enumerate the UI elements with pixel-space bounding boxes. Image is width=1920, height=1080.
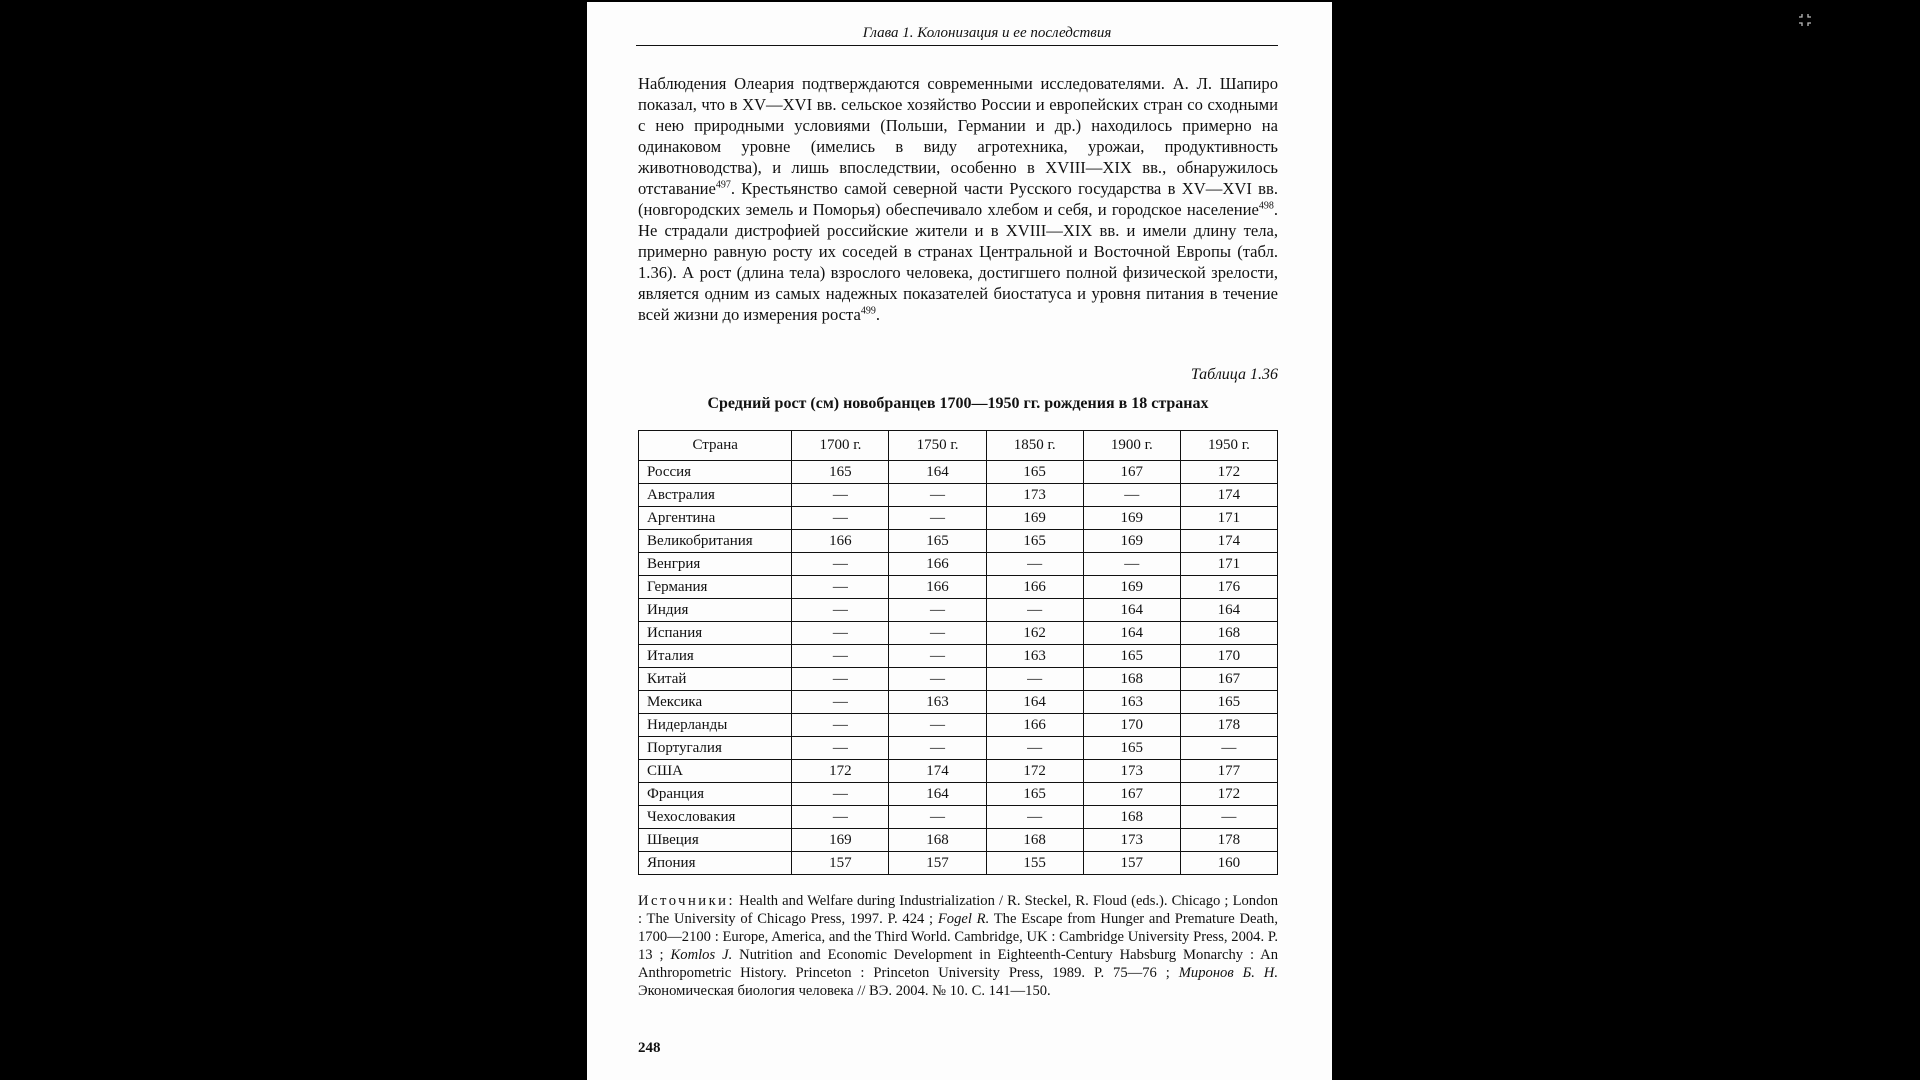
- body-text-part: . Не страдали дистрофией российские жители и в XVIII—XIX вв. и имели длину тела, примерно равную росту их соседей в странах Центральной и Восточной Европы (табл. 1.36). А рост (длина тела) взрослого человека, достигшего полной физической зрелости, является одним из самых надежных показателей биостатуса и уровня питания в течение всей жизни до измерения роста: [638, 200, 1278, 324]
- height-cell: —: [889, 507, 986, 530]
- table-row: [639, 737, 1278, 760]
- height-cell: —: [1180, 737, 1277, 760]
- source-text: Health and Welfare during Industrialization / R. Steckel, R. Floud (eds.). Chicago ; London : The University of Chicago Press, 1997. P. 424 ;: [638, 893, 1278, 927]
- height-cell: 165: [986, 783, 1083, 806]
- height-cell: —: [792, 691, 889, 714]
- height-cell: 164: [1083, 599, 1180, 622]
- height-cell: 168: [889, 829, 986, 852]
- height-cell: 163: [889, 691, 986, 714]
- height-cell: 162: [986, 622, 1083, 645]
- table-number: Таблица 1.36: [1190, 366, 1278, 383]
- column-header: 1850 г.: [986, 431, 1083, 461]
- country-cell: Австралия: [639, 484, 792, 507]
- height-cell: 178: [1180, 714, 1277, 737]
- height-cell: 165: [986, 530, 1083, 553]
- header-rule: [636, 45, 1278, 46]
- table-row: [639, 576, 1278, 599]
- running-head: Глава 1. Колонизация и ее последствия: [862, 25, 1112, 41]
- table-row: [639, 852, 1278, 875]
- table-row: [639, 645, 1278, 668]
- height-cell: 165: [792, 461, 889, 484]
- height-cell: 168: [1180, 622, 1277, 645]
- collapse-icon[interactable]: [1797, 12, 1813, 28]
- height-cell: —: [889, 622, 986, 645]
- height-cell: 172: [986, 760, 1083, 783]
- height-cell: —: [889, 714, 986, 737]
- country-cell: Швеция: [639, 829, 792, 852]
- height-cell: 169: [986, 507, 1083, 530]
- source-text: Nutrition and Economic Development in Eighteenth-Century Habsburg Monarchy : An Anthropometric History. Princeton : Princeton University Press, 1989. P. 75—76 ;: [638, 947, 1279, 981]
- height-cell: 169: [1083, 530, 1180, 553]
- height-cell: —: [792, 553, 889, 576]
- country-cell: Германия: [639, 576, 792, 599]
- footnote-ref[interactable]: 498: [1258, 200, 1274, 212]
- table-row: [639, 668, 1278, 691]
- height-cell: 177: [1180, 760, 1277, 783]
- table-row: [639, 530, 1278, 553]
- column-header: 1700 г.: [792, 431, 889, 461]
- height-cell: 163: [1083, 691, 1180, 714]
- source-author: Миронов Б. Н.: [1178, 965, 1278, 981]
- height-cell: 169: [1083, 576, 1180, 599]
- body-text-part: Наблюдения Олеария подтверждаются современными исследователями. А. Л. Шапиро показал, что в XV—XVI вв. сельское хозяйство России и европейских стран со сходными с нею природными условиями (Польши, Германии и др.) находилось примерно на одинаковом уровне (имелись в виду агротехника, урожаи, продуктивность животноводства), и лишь впоследствии, особенно в XVIII—XIX вв., обнаружилось отставание: [638, 74, 1278, 198]
- height-cell: 172: [1180, 461, 1277, 484]
- height-cell: 172: [792, 760, 889, 783]
- source-author: Fogel R.: [937, 911, 990, 927]
- height-cell: —: [889, 484, 986, 507]
- height-cell: —: [792, 714, 889, 737]
- table-header-row: [639, 431, 1278, 461]
- source-text: Экономическая биология человека // ВЭ. 2004. № 10. С. 141—150.: [638, 983, 1051, 999]
- country-cell: Италия: [639, 645, 792, 668]
- height-cell: 170: [1180, 645, 1277, 668]
- height-cell: 166: [889, 553, 986, 576]
- height-cell: —: [1083, 484, 1180, 507]
- height-cell: —: [889, 668, 986, 691]
- height-cell: 167: [1180, 668, 1277, 691]
- height-cell: 168: [1083, 806, 1180, 829]
- height-cell: 166: [986, 714, 1083, 737]
- table-title: Средний рост (см) новобранцев 1700—1950 гг. рождения в 18 странах: [707, 395, 1209, 412]
- height-cell: 157: [1083, 852, 1180, 875]
- height-cell: 163: [986, 645, 1083, 668]
- height-cell: —: [889, 806, 986, 829]
- height-cell: —: [986, 553, 1083, 576]
- table-row: [639, 461, 1278, 484]
- table-row: [639, 691, 1278, 714]
- height-cell: 157: [889, 852, 986, 875]
- column-header: 1950 г.: [1180, 431, 1277, 461]
- height-cell: —: [792, 576, 889, 599]
- height-cell: —: [986, 668, 1083, 691]
- height-cell: —: [792, 645, 889, 668]
- height-cell: —: [792, 622, 889, 645]
- country-cell: Япония: [639, 852, 792, 875]
- column-header: Страна: [639, 431, 792, 461]
- height-cell: 160: [1180, 852, 1277, 875]
- source-author: Komlos J.: [670, 947, 733, 963]
- column-header: 1750 г.: [889, 431, 986, 461]
- height-cell: —: [986, 806, 1083, 829]
- table-row: [639, 829, 1278, 852]
- height-table: [638, 430, 1278, 875]
- page-header: [636, 22, 1278, 46]
- table-row: [639, 599, 1278, 622]
- body-text-part: .: [875, 305, 881, 324]
- height-cell: 164: [889, 461, 986, 484]
- table-row: [639, 622, 1278, 645]
- sources-note: [638, 892, 1278, 1000]
- height-cell: 176: [1180, 576, 1277, 599]
- height-cell: 174: [1180, 530, 1277, 553]
- country-cell: Венгрия: [639, 553, 792, 576]
- country-cell: Чехословакия: [639, 806, 792, 829]
- height-cell: —: [792, 599, 889, 622]
- height-cell: 173: [1083, 760, 1180, 783]
- footnote-ref[interactable]: 499: [860, 305, 876, 317]
- height-cell: —: [792, 484, 889, 507]
- height-cell: 164: [1180, 599, 1277, 622]
- height-cell: 174: [889, 760, 986, 783]
- height-cell: —: [792, 783, 889, 806]
- height-cell: —: [1180, 806, 1277, 829]
- footnote-ref[interactable]: 497: [715, 179, 731, 191]
- height-cell: 166: [986, 576, 1083, 599]
- height-cell: 165: [1083, 737, 1180, 760]
- body-paragraph: [638, 73, 1278, 325]
- country-cell: Аргентина: [639, 507, 792, 530]
- table-row: [639, 760, 1278, 783]
- height-cell: 164: [1083, 622, 1180, 645]
- height-cell: 171: [1180, 553, 1277, 576]
- height-cell: 165: [986, 461, 1083, 484]
- height-cell: 164: [986, 691, 1083, 714]
- height-cell: 168: [1083, 668, 1180, 691]
- country-cell: Китай: [639, 668, 792, 691]
- height-cell: —: [792, 507, 889, 530]
- height-cell: 173: [986, 484, 1083, 507]
- source-text: The Escape from Hunger and Premature Death, 1700—2100 : Europe, America, and the Third World. Cambridge, UK : Cambridge University Press, 2004. P. 13 ;: [638, 911, 1278, 963]
- country-cell: Россия: [639, 461, 792, 484]
- height-cell: 165: [1083, 645, 1180, 668]
- height-cell: —: [792, 668, 889, 691]
- height-cell: —: [986, 599, 1083, 622]
- height-cell: 172: [1180, 783, 1277, 806]
- height-cell: 167: [1083, 461, 1180, 484]
- height-cell: 168: [986, 829, 1083, 852]
- body-text-part: . Крестьянство самой северной части Русского государства в XV—XVI вв. (новгородских земель и Поморья) обеспечивало хлебом и себя, и городское население: [638, 179, 1278, 219]
- country-cell: Мексика: [639, 691, 792, 714]
- height-cell: 167: [1083, 783, 1180, 806]
- height-cell: 178: [1180, 829, 1277, 852]
- height-cell: 169: [1083, 507, 1180, 530]
- country-cell: Нидерланды: [639, 714, 792, 737]
- country-cell: Испания: [639, 622, 792, 645]
- height-cell: 155: [986, 852, 1083, 875]
- sources-label: Источники:: [638, 893, 736, 909]
- height-cell: —: [1083, 553, 1180, 576]
- country-cell: Франция: [639, 783, 792, 806]
- height-cell: 170: [1083, 714, 1180, 737]
- height-cell: 164: [889, 783, 986, 806]
- country-cell: США: [639, 760, 792, 783]
- country-cell: Португалия: [639, 737, 792, 760]
- height-cell: —: [986, 737, 1083, 760]
- column-header: 1900 г.: [1083, 431, 1180, 461]
- page-number: 248: [638, 1040, 661, 1056]
- height-cell: —: [889, 737, 986, 760]
- height-cell: 165: [1180, 691, 1277, 714]
- country-cell: Индия: [639, 599, 792, 622]
- table-row: [639, 484, 1278, 507]
- table-row: [639, 553, 1278, 576]
- table-row: [639, 783, 1278, 806]
- height-cell: 166: [792, 530, 889, 553]
- height-cell: —: [889, 645, 986, 668]
- table-body: [639, 461, 1278, 875]
- country-cell: Великобритания: [639, 530, 792, 553]
- height-cell: —: [792, 806, 889, 829]
- height-cell: 171: [1180, 507, 1277, 530]
- height-cell: 165: [889, 530, 986, 553]
- height-cell: 157: [792, 852, 889, 875]
- table-row: [639, 806, 1278, 829]
- document-page: [587, 2, 1332, 1080]
- table-row: [639, 714, 1278, 737]
- height-cell: —: [889, 599, 986, 622]
- table-row: [639, 507, 1278, 530]
- height-cell: —: [792, 737, 889, 760]
- height-cell: 173: [1083, 829, 1180, 852]
- height-cell: 166: [889, 576, 986, 599]
- height-cell: 174: [1180, 484, 1277, 507]
- height-cell: 169: [792, 829, 889, 852]
